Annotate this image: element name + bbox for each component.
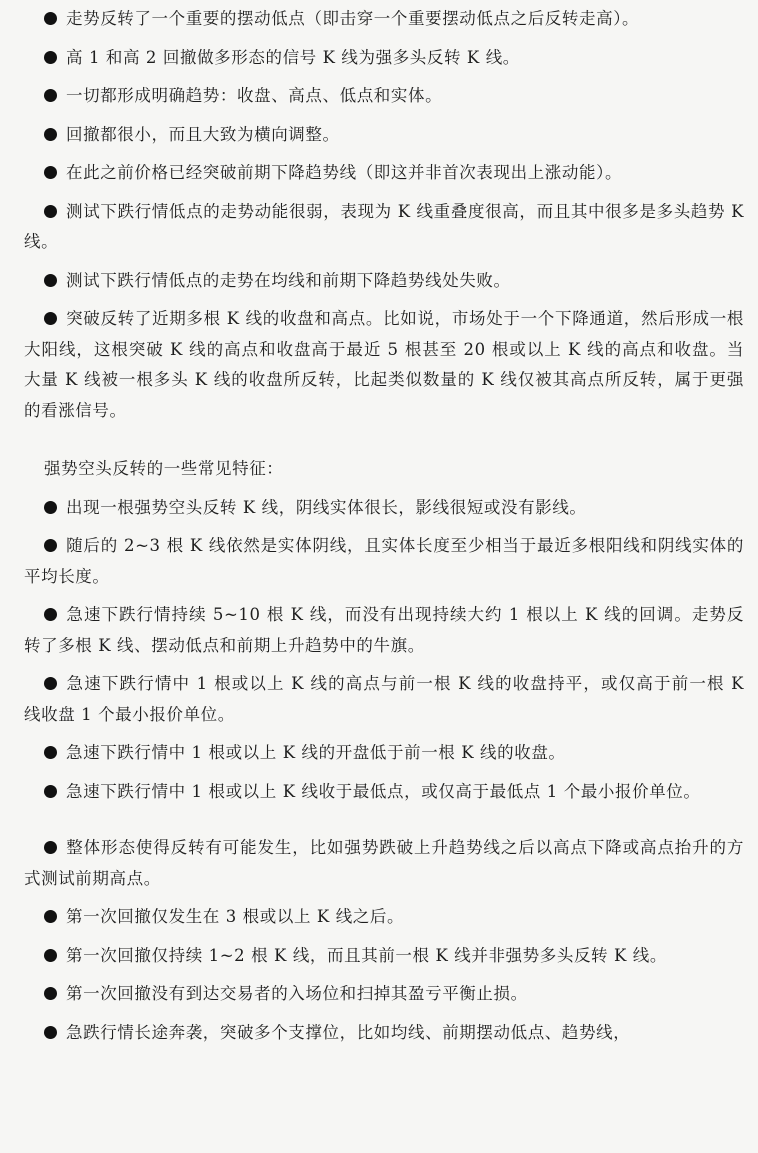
bullet-item xyxy=(24,493,744,524)
item-text: 回撤都很小，而且大致为横向调整。 xyxy=(66,124,340,144)
bullet-dot-icon xyxy=(44,539,57,552)
item-text: 测试下跌行情低点的走势动能很弱，表现为 K 线重叠度很高，而且其中很多是多头趋势 K 线。 xyxy=(24,201,744,251)
bullet-item xyxy=(24,304,744,426)
bullet-dot-icon xyxy=(44,987,57,1000)
bullet-item xyxy=(24,120,744,151)
item-text: 高 1 和高 2 回撤做多形态的信号 K 线为强多头反转 K 线。 xyxy=(66,47,520,67)
bullet-dot-icon xyxy=(44,51,57,64)
bullet-dot-icon xyxy=(44,785,57,798)
bullet-item xyxy=(24,600,744,661)
bullet-item xyxy=(24,738,744,769)
bullet-dot-icon xyxy=(44,746,57,759)
bullet-dot-icon xyxy=(44,274,57,287)
bullet-dot-icon xyxy=(44,910,57,923)
item-text: 急速下跌行情中 1 根或以上 K 线的开盘低于前一根 K 线的收盘。 xyxy=(66,743,566,762)
bullet-dot-icon xyxy=(44,205,57,218)
item-text: 急速下跌行情中 1 根或以上 K 线收于最低点，或仅高于最低点 1 个最小报价单位。 xyxy=(66,781,701,801)
bullet-item xyxy=(24,1018,744,1049)
item-text: 在此之前价格已经突破前期下降趋势线（即这并非首次表现出上涨动能）。 xyxy=(66,163,623,182)
bullet-item xyxy=(24,941,744,972)
item-text: 走势反转了一个重要的摆动低点（即击穿一个重要摆动低点之后反转走高）。 xyxy=(66,9,640,28)
bullet-dot-icon xyxy=(44,1026,57,1039)
item-text: 突破反转了近期多根 K 线的收盘和高点。比如说，市场处于一个下降通道，然后形成一根大阳线，这根突破 K 线的高点和收盘高于最近 5 根甚至 20 根或以上 K 线的高点和收盘。当大量 K 线被一根多头 K 线的收盘所反转，比起类似数量的 K 线仅被其高点所反转，属于更强的看涨信号。 xyxy=(24,309,744,420)
bullet-item xyxy=(24,979,744,1010)
item-text: 一切都形成明确趋势：收盘、高点、低点和实体。 xyxy=(66,86,443,105)
item-text: 第一次回撤仅持续 1~2 根 K 线，而且其前一根 K 线并非强势多头反转 K 线。 xyxy=(66,945,667,965)
bullet-dot-icon xyxy=(44,89,57,102)
item-text: 急速下跌行情中 1 根或以上 K 线的高点与前一根 K 线的收盘持平，或仅高于前一根 K 线收盘 1 个最小报价单位。 xyxy=(24,674,744,724)
section-heading: 强势空头反转的一些常见特征： xyxy=(44,459,284,478)
item-text: 整体形态使得反转有可能发生，比如强势跌破上升趋势线之后以高点下降或高点抬升的方式测试前期高点。 xyxy=(24,838,744,888)
bullet-item xyxy=(24,266,744,297)
bullet-dot-icon xyxy=(44,677,57,690)
bullet-dot-icon xyxy=(44,608,57,621)
bullet-item xyxy=(24,902,744,933)
item-text: 随后的 2~3 根 K 线依然是实体阴线，且实体长度至少相当于最近多根阳线和阴线实体的平均长度。 xyxy=(24,536,744,586)
bullet-item xyxy=(24,158,744,189)
item-text: 测试下跌行情低点的走势在均线和前期下降趋势线处失败。 xyxy=(66,270,511,290)
bullet-dot-icon xyxy=(44,128,57,141)
bullet-dot-icon xyxy=(44,166,57,179)
spacer xyxy=(24,815,744,833)
bullet-item xyxy=(24,669,744,730)
item-text: 急跌行情长途奔袭，突破多个支撑位，比如均线、前期摆动低点、趋势线， xyxy=(66,1022,631,1042)
bullet-item xyxy=(24,833,744,894)
bullet-item xyxy=(24,197,744,258)
item-text: 出现一根强势空头反转 K 线，阴线实体很长，影线很短或没有影线。 xyxy=(66,497,587,517)
bullet-item xyxy=(24,531,744,592)
bullet-dot-icon xyxy=(44,841,57,854)
bullet-dot-icon xyxy=(44,12,57,25)
bullet-item xyxy=(24,4,744,35)
bullet-dot-icon xyxy=(44,312,57,325)
item-text: 第一次回撤没有到达交易者的入场位和扫掉其盈亏平衡止损。 xyxy=(66,984,528,1003)
bullet-item xyxy=(24,777,744,808)
item-text: 第一次回撤仅发生在 3 根或以上 K 线之后。 xyxy=(66,907,405,926)
bullet-item xyxy=(24,43,744,74)
item-text: 急速下跌行情持续 5~10 根 K 线，而没有出现持续大约 1 根以上 K 线的回调。走势反转了多根 K 线、摆动低点和前期上升趋势中的牛旗。 xyxy=(24,605,744,655)
bullet-dot-icon xyxy=(44,501,57,514)
bullet-dot-icon xyxy=(44,949,57,962)
bullet-item xyxy=(24,81,744,112)
